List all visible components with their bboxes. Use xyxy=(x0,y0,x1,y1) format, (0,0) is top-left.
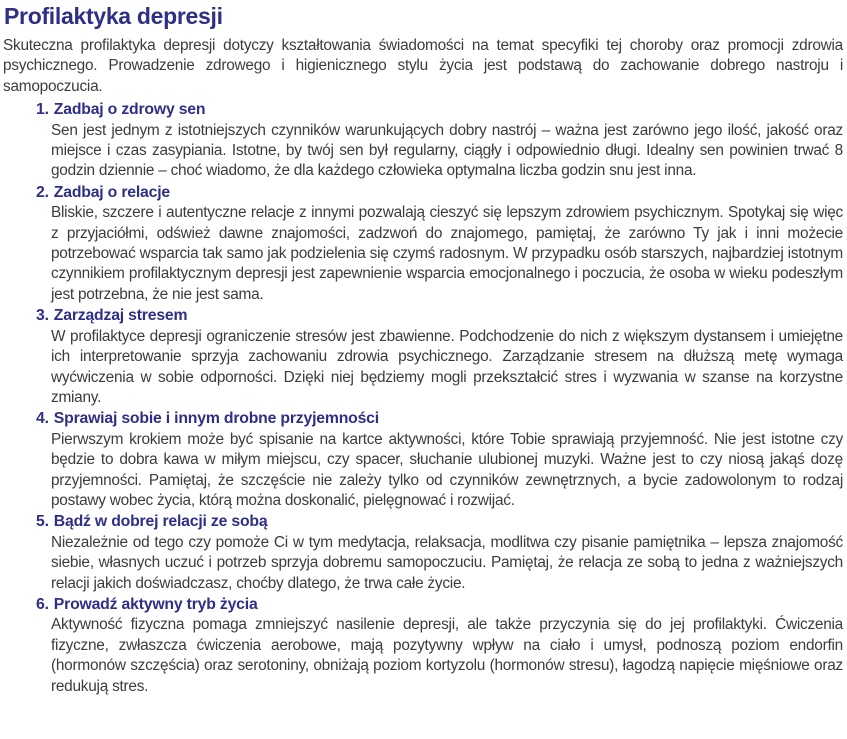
list-item xyxy=(3,183,843,305)
item-heading: Zadbaj o zdrowy sen xyxy=(53,101,206,119)
item-heading-row xyxy=(36,595,843,615)
page-title: Profilaktyka depresji xyxy=(4,3,223,29)
item-number: 4. xyxy=(36,410,49,428)
item-heading: Prowadź aktywny tryb życia xyxy=(53,595,258,613)
intro-paragraph: Skuteczna profilaktyka depresji dotyczy kształtowania świadomości na temat specyfiki tej choroby oraz promocji zdrowia psychicznego. Prowadzenie zdrowego i higienicznego stylu życia jest podstawą do zachowanie dobrego nastroju i samopoczucia. xyxy=(3,37,843,95)
item-number: 5. xyxy=(36,513,49,531)
item-body: Niezależnie od tego czy pomoże Ci w tym medytacja, relaksacja, modlitwa czy pisanie pamiętnika – lepsza znajomość siebie, własnych uczuć i potrzeb sprzyja dobremu samopoczuciu. Pamiętaj, że relacja ze sobą to jedna z ważniejszych relacji jakich doświadczasz, choćby dlatego, że trwa całe życie. xyxy=(51,533,843,592)
item-body: Aktywność fizyczna pomaga zmniejszyć nasilenie depresji, ale także przyczynia się do jej profilaktyki. Ćwiczenia fizyczne, zwłaszcza ćwiczenia aerobowe, mają pozytywny wpływ na ciało i umysł, podnoszą poziom endorfin (hormonów szczęścia) oraz serotoniny, obniżają poziom kortyzolu (hormonów stresu), łagodzą napięcie mięśniowe oraz redukują stres. xyxy=(51,616,843,695)
item-body: W profilaktyce depresji ograniczenie stresów jest zbawienne. Podchodzenie do nich z większym dystansem i umiejętne ich interpretowanie sprzyja zachowaniu zdrowia psychicznego. Zarządzanie stresem na dłuższą metę wymaga wyćwiczenia w sobie odporności. Dzięki niej będziemy mogli przekształcić stres i wyzwania w szanse na korzystne zmiany. xyxy=(51,327,843,406)
item-number: 2. xyxy=(36,183,49,201)
list-item xyxy=(3,512,843,594)
list-item xyxy=(3,409,843,511)
item-number: 1. xyxy=(36,101,49,119)
item-number: 6. xyxy=(36,595,49,613)
item-heading: Sprawiaj sobie i innym drobne przyjemności xyxy=(53,410,379,428)
item-heading-row xyxy=(36,100,843,120)
list-item xyxy=(3,306,843,408)
item-heading-row xyxy=(36,512,843,532)
item-number: 3. xyxy=(36,307,49,325)
item-body: Pierwszym krokiem może być spisanie na kartce aktywności, które Tobie sprawiają przyjemność. Nie jest istotne czy będzie to dobra kawa w miłym miejscu, czy spacer, słuchanie ulubionej muzyki. Ważne jest to czy niosą jakąś dozę przyjemności. Pamiętaj, że szczęście nie zależy tylko od czynników zewnętrznych, a bycie zadowolonym to rodzaj postawy wobec życia, którą można doskonalić, pielęgnować i rozwijać. xyxy=(51,430,843,509)
item-body: Sen jest jednym z istotniejszych czynników warunkujących dobry nastrój – ważna jest zarówno jego ilość, jakość oraz miejsce i czas zasypiania. Istotne, by twój sen był regularny, ciągły i odpowiednio długi. Idealny sen powinien trwać 8 godzin dziennie – choć wiadomo, że dla każdego człowieka optymalna liczba godzin snu jest inna. xyxy=(51,121,843,180)
list-item xyxy=(3,100,843,182)
item-heading-row xyxy=(36,183,843,203)
item-heading-row xyxy=(36,409,843,429)
item-body: Bliskie, szczere i autentyczne relacje z innymi pozwalają cieszyć się lepszym zdrowiem psychicznym. Spotykaj się więc z przyjaciółmi, odśwież dawne znajomości, zadzwoń do znajomego, pamiętaj, że zarówno Ty jak i inni możecie potrzebować wsparcia tak samo jak podzielenia się czymś radosnym. W przypadku osób starszych, najbardziej istotnym czynnikiem profilaktycznym depresji jest zapewnienie wsparcia emocjonalnego i poczucia, że osoba w wieku podeszłym jest potrzebna, że nie jest sama. xyxy=(51,204,843,303)
item-heading-row xyxy=(36,306,843,326)
list-item xyxy=(3,595,843,697)
item-heading: Zadbaj o relacje xyxy=(53,183,170,201)
item-heading: Zarządzaj stresem xyxy=(53,307,188,325)
item-heading: Bądź w dobrej relacji ze sobą xyxy=(53,513,268,531)
